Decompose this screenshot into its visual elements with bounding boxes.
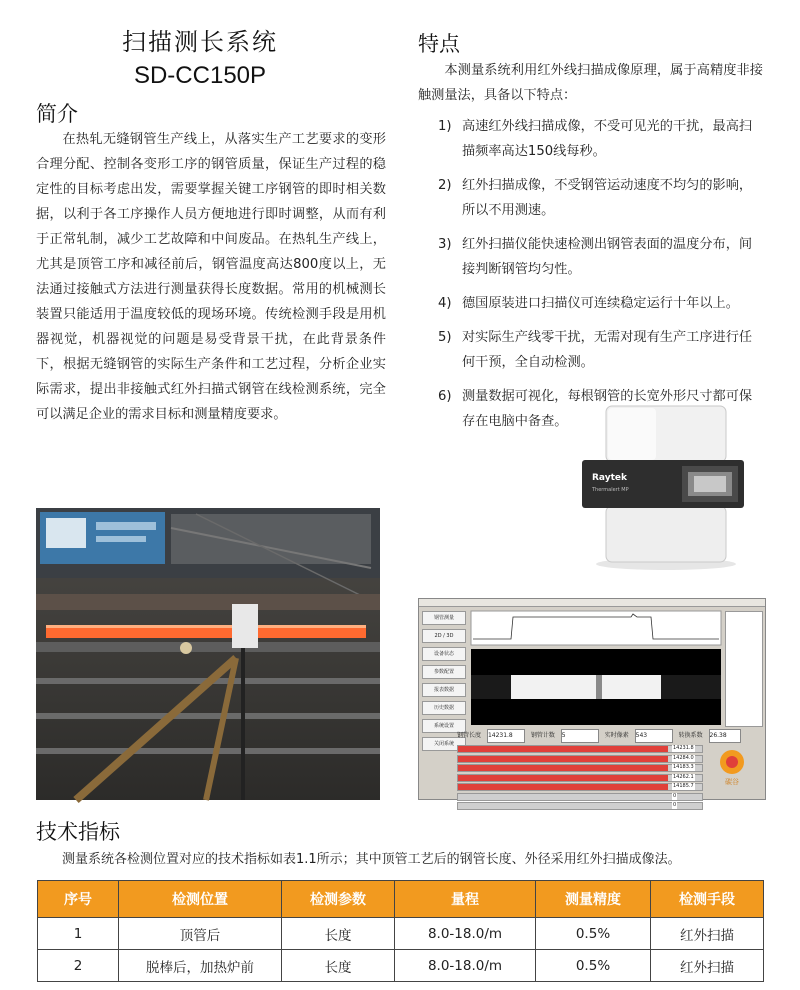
result-bar-fill <box>458 746 668 752</box>
production-line-photo <box>36 508 380 800</box>
result-bar-value: 14183.3 <box>673 764 694 770</box>
result-bar-fill <box>458 756 668 762</box>
feature-item: 4) 德国原装进口扫描仪可连续稳定运行十年以上。 <box>438 296 739 311</box>
company-logo-icon <box>715 747 749 787</box>
features-intro: 本测量系统利用红外线扫描成像原理，属于高精度非接触测量法，具备以下特点： <box>418 63 763 103</box>
features-list <box>432 114 764 443</box>
software-button[interactable]: 设备状态 <box>422 647 466 661</box>
column-header: 检测参数 <box>282 881 395 918</box>
table-cell: 8.0-18.0/m <box>395 950 536 982</box>
table-cell: 0.5% <box>536 918 651 950</box>
result-bar-value: 0 <box>673 792 677 799</box>
software-screenshot <box>418 598 766 808</box>
table-cell: 2 <box>38 950 119 982</box>
specs-intro: 测量系统各检测位置对应的技术指标如表1.1所示；其中顶管工艺后的钢管长度、外径采用红外扫描成像法。 <box>62 852 681 867</box>
measurement-fields: 钢管长度 14231.8 钢管计数 5 实时像素 543 转换系数 26.38 <box>457 729 757 741</box>
features-heading: 特点 <box>418 32 460 56</box>
result-bar-row <box>457 802 703 810</box>
feature-item: 3) 红外扫描仪能快速检测出钢管表面的温度分布，间接判断钢管均匀性。 <box>438 237 753 277</box>
feature-item: 1) 高速红外线扫描成像，不受可见光的干扰，最高扫描频率高达150线每秒。 <box>438 119 753 159</box>
length-value: 14231.8 <box>487 729 525 743</box>
table-cell: 8.0-18.0/m <box>395 918 536 950</box>
result-bars <box>457 745 703 812</box>
table-cell: 顶管后 <box>119 918 282 950</box>
table-cell: 长度 <box>282 950 395 982</box>
scan-image <box>471 649 721 725</box>
result-bar-fill <box>458 784 668 790</box>
intro-paragraph: 在热轧无缝钢管生产线上，从落实生产工艺要求的变形合理分配、控制各变形工序的钢管质量，保证生产过程的稳定性的目标考虑出发，需要掌握关键工序钢管的即时相关数据，以利于各工序操作人员方便地进行即时调整，从而有利于正常轧制，减少工艺故障和中间废品。在热轧生产线上，尤其是顶管工序和减径前后，钢管温度高达800度以上，无法通过接触式方法进行测量获得长度数据。常用的机械测长装置只能适用于温度较低的现场环境。传统检测手段是用机器视觉，机器视觉的问题是易受背景干扰，在此背景条件下，根据无缝钢管的实际生产条件和工艺过程，分析企业实际需求，提出非接触式红外扫描式钢管在线检测系统，完全可以满足企业的需求目标和测量精度要求。 <box>36 132 386 422</box>
device-model-label: Thermalert MP <box>592 487 629 493</box>
spec-table <box>37 880 764 982</box>
svg-text:碳谷: 碳谷 <box>725 778 739 786</box>
software-button[interactable]: 2D / 3D <box>422 629 466 643</box>
software-button[interactable]: 报表数据 <box>422 683 466 697</box>
result-bar-row <box>457 755 703 763</box>
column-header: 检测手段 <box>651 881 764 918</box>
column-header: 测量精度 <box>536 881 651 918</box>
table-cell: 脱棒后，加热炉前 <box>119 950 282 982</box>
scale-panel <box>725 611 763 727</box>
result-bar-row <box>457 793 703 801</box>
feature-item: 2) 红外扫描成像，不受钢管运动速度不均匀的影响，所以不用测速。 <box>438 178 753 218</box>
intro-heading: 简介 <box>36 102 78 126</box>
table-row <box>38 918 764 950</box>
temperature-trace <box>471 611 721 645</box>
feature-item: 5) 对实际生产线零干扰，无需对现有生产工序进行任何干预，全自动检测。 <box>438 330 753 370</box>
pixel-value: 543 <box>635 729 673 743</box>
software-button[interactable]: 系统设置 <box>422 719 466 733</box>
software-button[interactable]: 钢管测量 <box>422 611 466 625</box>
table-header-row <box>38 881 764 918</box>
result-bar-value: 14262.1 <box>673 773 694 780</box>
result-bar-fill <box>458 775 668 781</box>
software-button[interactable]: 参数配置 <box>422 665 466 679</box>
software-button[interactable]: 历史数据 <box>422 701 466 715</box>
table-cell: 0.5% <box>536 950 651 982</box>
result-bar-row <box>457 783 703 791</box>
device-brand-label: Raytek <box>592 473 627 483</box>
table-cell: 1 <box>38 918 119 950</box>
window-titlebar <box>419 599 765 607</box>
model-number: SD-CC150P <box>133 62 267 89</box>
column-header: 序号 <box>38 881 119 918</box>
scanner-device-photo <box>578 402 748 572</box>
software-button[interactable]: 关闭系统 <box>422 737 466 751</box>
feature-item: 6) 测量数据可视化，每根钢管的长宽外形尺寸都可保存在电脑中备查。 <box>438 389 753 429</box>
column-header: 量程 <box>395 881 536 918</box>
table-cell: 长度 <box>282 918 395 950</box>
result-bar-row <box>457 764 703 772</box>
table-cell: 红外扫描 <box>651 918 764 950</box>
specs-heading: 技术指标 <box>36 820 120 844</box>
count-value: 5 <box>561 729 599 743</box>
result-bar-value: 14185.7 <box>673 783 694 789</box>
result-bar-fill <box>458 765 668 771</box>
table-cell: 红外扫描 <box>651 950 764 982</box>
page-title: 扫描测长系统 <box>122 28 278 56</box>
result-bar-row <box>457 774 703 782</box>
result-bar-value: 14284.0 <box>673 754 694 761</box>
result-bar-value: 14231.8 <box>673 745 694 751</box>
column-header: 检测位置 <box>119 881 282 918</box>
table-row <box>38 950 764 982</box>
result-bar-value: 0 <box>673 802 677 808</box>
result-bar-row <box>457 745 703 753</box>
coefficient-value: 26.38 <box>709 729 741 743</box>
